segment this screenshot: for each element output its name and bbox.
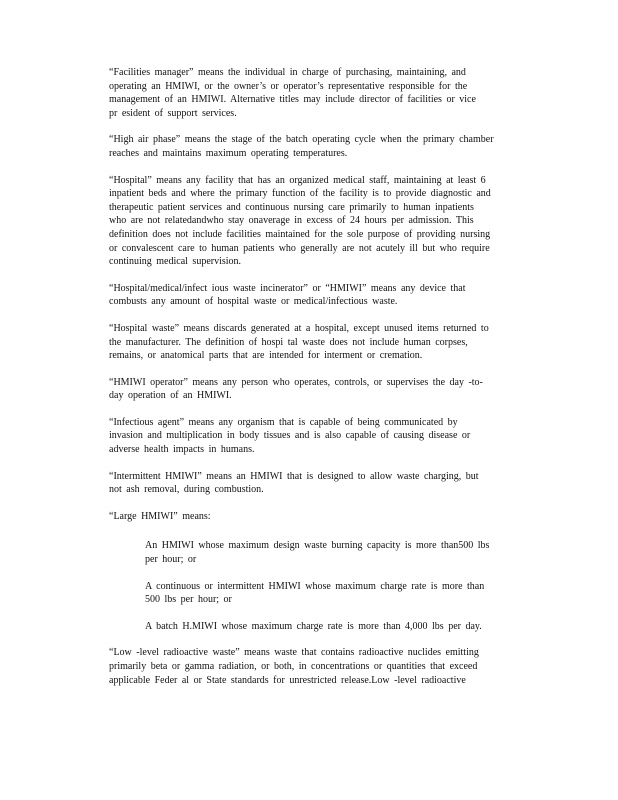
text-line: pr esident of support services.: [109, 107, 237, 119]
definition-low-level-radioactive-waste: [109, 646, 539, 687]
definition-facilities-manager: [109, 66, 539, 120]
text-line: A continuous or intermittent HMIWI whose maximum charge rate is more than: [145, 580, 485, 592]
definition-large-hmiwi: [109, 510, 539, 634]
criteria-item: [145, 580, 539, 607]
definition-intermittent-hmiwi: [109, 470, 539, 497]
text-line: operating an HMIWI, or the owner’s or operator’s representative responsible for the: [109, 80, 468, 92]
text-line: who are not relatedandwho stay onaverage in excess of 24 hours per admission. This: [109, 215, 474, 227]
text-line: combusts any amount of hospital waste or medical/infectious waste.: [109, 296, 398, 308]
text-line: “HMIWI operator” means any person who operates, controls, or supervises the day -to-: [109, 376, 483, 388]
text-line: “High air phase” means the stage of the batch operating cycle when the primary chamber: [109, 134, 494, 146]
text-line: “Low -level radioactive waste” means waste that contains radioactive nuclides emitting: [109, 647, 479, 659]
definition-high-air-phase: [109, 133, 539, 160]
text-line: adverse health impacts in humans.: [109, 444, 255, 456]
text-line: primarily beta or gamma radiation, or both, in concentrations or quantities that exceed: [109, 661, 478, 672]
text-line: 500 lbs per hour; or: [145, 594, 232, 606]
text-line: “Infectious agent” means any organism that is capable of being communicated by: [109, 416, 458, 428]
definition-hmiwi: [109, 282, 539, 309]
large-hmiwi-heading: “Large HMIWI” means:: [109, 510, 211, 522]
definition-infectious-agent: [109, 416, 539, 457]
text-line: invasion and multiplication in body tissues and is also capable of causing disease or: [109, 430, 471, 442]
text-line: or convalescent care to human patients who generally are not acutely ill but who require: [109, 242, 490, 254]
text-line: definition does not include facilities maintained for the sole purpose of providing nursing: [109, 228, 491, 240]
criteria-item: [145, 620, 539, 634]
definition-hospital-waste: [109, 322, 539, 363]
text-line: inpatient beds and where the primary function of the facility is to provide diagnostic and: [109, 188, 491, 200]
text-line: “Facilities manager” means the individual in charge of purchasing, maintaining, and: [109, 67, 466, 78]
text-line: reaches and maintains maximum operating temperatures.: [109, 147, 348, 159]
text-line: applicable Feder al or State standards for unrestricted release.Low -level radioactive: [109, 674, 466, 686]
definitions-body: [109, 66, 539, 700]
text-line: day operation of an HMIWI.: [109, 390, 232, 402]
text-line: the manufacturer. The definition of hospi tal waste does not include human corpses,: [109, 336, 468, 348]
text-line: An HMIWI whose maximum design waste burning capacity is more than500 lbs: [145, 540, 490, 552]
text-line: “Hospital waste” means discards generated at a hospital, except unused items returned to: [109, 322, 489, 334]
text-line: A batch H.MIWI whose maximum charge rate is more than 4,000 lbs per day.: [145, 620, 482, 632]
definition-hospital: [109, 174, 539, 269]
text-line: not ash removal, during combustion.: [109, 484, 264, 496]
text-line: “Hospital” means any facility that has an organized medical staff, maintaining at least 6: [109, 174, 486, 186]
text-line: continuing medical supervision.: [109, 256, 242, 268]
large-hmiwi-criteria-list: [145, 539, 539, 633]
text-line: “Hospital/medical/infect ious waste incinerator” or “HMIWI” means any device that: [109, 282, 466, 294]
text-line: per hour; or: [145, 554, 197, 566]
text-line: management of an HMIWI. Alternative titles may include director of facilities or vice: [109, 94, 476, 106]
definition-hmiwi-operator: [109, 376, 539, 403]
criteria-item: [145, 539, 539, 566]
text-line: “Intermittent HMIWI” means an HMIWI that is designed to allow waste charging, but: [109, 470, 479, 482]
text-line: remains, or anatomical parts that are intended for interment or cremation.: [109, 350, 423, 362]
text-line: therapeutic patient services and continuous nursing care primarily to human inpatients: [109, 201, 474, 213]
